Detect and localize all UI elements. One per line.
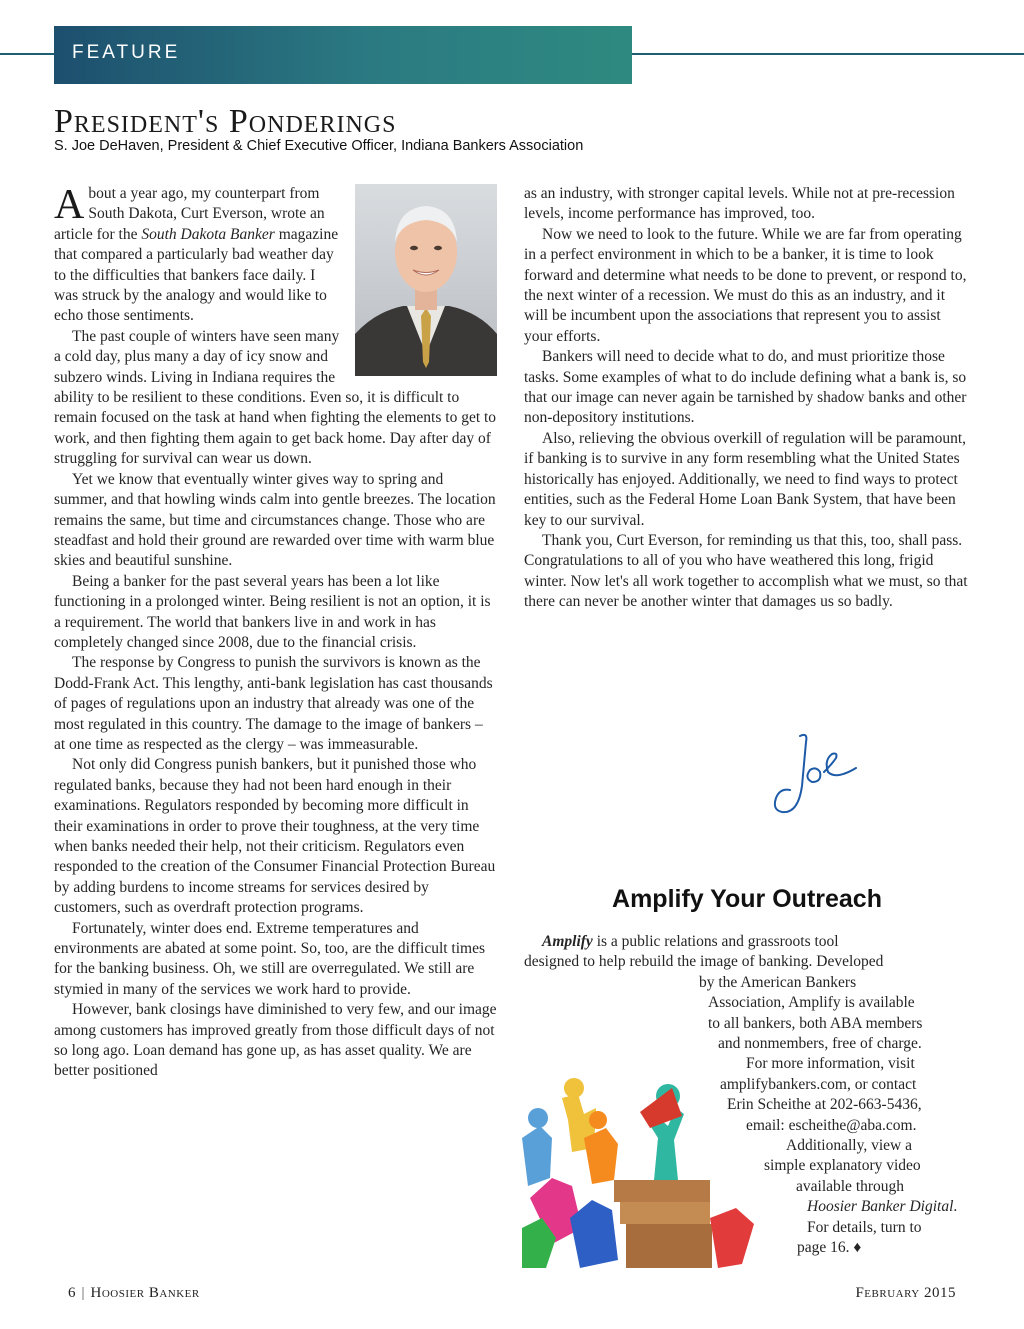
sidebar-line: For details, turn to [807, 1218, 922, 1236]
publication-name: Hoosier Banker [90, 1285, 200, 1301]
sidebar-text [524, 932, 970, 1259]
article-intro: About a year ago, my counterpart from South Dakota, Curt Everson, wrote an article for the South Dakota Banker magazine that compared a particularly bad weather day to the difficulties that bankers face daily. I was struck by the analogy and would like to echo those sentiments. [54, 182, 339, 325]
article-column-right [524, 184, 970, 613]
article-paragraph: The past couple of winters have seen many a cold day, plus many a day of icy snow and subzero winds. Living in Indiana requires the ability to be resilient to these conditions. Even so, it is difficult to remain focused on the task at hand when fighting the elements to get to work, and then fighting them again to get back home. Day after day of struggling for survival can wear us down. [54, 327, 497, 468]
sidebar-line: simple explanatory video [764, 1157, 921, 1175]
article-paragraph: as an industry, with stronger capital levels. While not at pre-recession levels, income performance has improved, too. [524, 185, 955, 223]
signature [770, 728, 870, 825]
page-number: 6 [68, 1285, 76, 1301]
article-paragraph: Being a banker for the past several years has been a lot like functioning in a prolonged winter. Being resilient is not an option, it is a requirement. The world that bankers live in and work in has completely changed since 2008, due to the financial crisis. [54, 572, 491, 651]
sidebar-line: Amplify is a public relations and grassroots tool [542, 933, 839, 950]
author-photo [355, 184, 497, 376]
sidebar-line: amplifybankers.com, or contact [720, 1075, 917, 1093]
sidebar-line: For more information, visit [746, 1055, 915, 1073]
article-paragraph: Bankers will need to decide what to do, and must prioritize those tasks. Some examples of what to do include defining what a bank is, so that our image can never again be tarnished by shadow banks and other non-depository institutions. [524, 348, 967, 427]
sidebar-line: and nonmembers, free of charge. [718, 1035, 922, 1053]
sidebar-line: Association, Amplify is available [708, 994, 915, 1012]
sidebar-line: Hoosier Banker Digital. [807, 1198, 958, 1216]
digital-edition-name: Hoosier Banker Digital [807, 1198, 954, 1216]
article-title: President's Ponderings [54, 103, 397, 140]
article-paragraph: However, bank closings have diminished to very few, and our image among customers has improved greatly from those difficult days of not so long ago. Loan demand has gone up, as has asset quality. We are better positioned [54, 1001, 497, 1080]
end-mark-icon: ♦ [853, 1239, 862, 1257]
sidebar-line: by the American Bankers [699, 973, 857, 991]
article-paragraph: Thank you, Curt Everson, for reminding us that this, too, shall pass. Congratulations to all of you who have weathered this long, frigid winter. Now let's all work together to accomplish what we must, so that there can never be another winter that damages us so badly. [524, 531, 968, 611]
sidebar-line: available through [796, 1177, 905, 1195]
byline: S. Joe DeHaven, President & Chief Executive Officer, Indiana Bankers Association [54, 138, 584, 154]
section-label: FEATURE [72, 42, 181, 63]
sidebar-line: to all bankers, both ABA members [708, 1014, 923, 1032]
article-paragraph: Also, relieving the obvious overkill of regulation will be paramount, if banking is to survive in any form resembling what the United States historically has enjoyed. Additionally, we need to find ways to protect entities, such as the Federal Home Loan Bank System, that have been key to our survival. [524, 429, 967, 529]
portrait-image [355, 184, 497, 376]
footer-left [68, 1285, 200, 1302]
sidebar-line: page 16. ♦ [797, 1239, 862, 1257]
sidebar-title: Amplify Your Outreach [612, 885, 882, 913]
article-paragraph: Now we need to look to the future. While we are far from operating in a perfect environment in which to be a banker, it is time to look forward and determine what needs to be done to prevent, or respond to, the next winter of a recession. We must do this as an industry, and it will be incumbent upon the associations that represent you to assist your efforts. [524, 225, 967, 345]
sidebar-line: Erin Scheithe at 202-663-5436, [727, 1096, 922, 1114]
issue-date: February 2015 [855, 1285, 956, 1301]
section-banner [54, 26, 632, 84]
amplify-name: Amplify [542, 933, 593, 950]
drop-cap: A [54, 182, 85, 228]
sidebar-line: email: escheithe@aba.com. [746, 1116, 917, 1134]
sidebar-line: Additionally, view a [786, 1137, 912, 1155]
signature-image [770, 728, 870, 820]
magazine-name: South Dakota Banker [141, 225, 275, 243]
article-paragraph: Not only did Congress punish bankers, but it punished those who regulated banks, because they had not been hard enough in their examinations. Regulators responded by becoming more difficult in their examinations in order to prove their toughness, at the very time when banks needed their help, not their criticism. Regulators even responded to the creation of the Consumer Financial Protection Bureau by adding burdens to income streams for services desired by customers, such as overdraft protection programs. [54, 756, 496, 917]
article-paragraph: The response by Congress to punish the survivors is known as the Dodd-Frank Act. This lengthy, anti-bank legislation has cast thousands of pages of regulations upon an industry that already was one of the most regulated in this country. The damage to the image of bankers – at one time as respected as the clergy – was immeasurable. [54, 654, 493, 753]
sidebar-line: designed to help rebuild the image of banking. Developed [524, 953, 884, 971]
footer-divider: | [81, 1285, 85, 1301]
article-column-left [54, 184, 497, 1082]
article-paragraph: Fortunately, winter does end. Extreme temperatures and environments are abated at some point. So, too, are the difficult times for the banking business. Oh, we still are overregulated. We still are stymied in many of the services we work hard to provide. [54, 919, 486, 998]
article-paragraph: Yet we know that eventually winter gives way to spring and summer, and that howling winds calm into gentle breezes. The location remains the same, but time and circumstances change. Those who are steadfast and hold their ground are rewarded over time with warm blue skies and beautiful sunshine. [54, 470, 496, 570]
